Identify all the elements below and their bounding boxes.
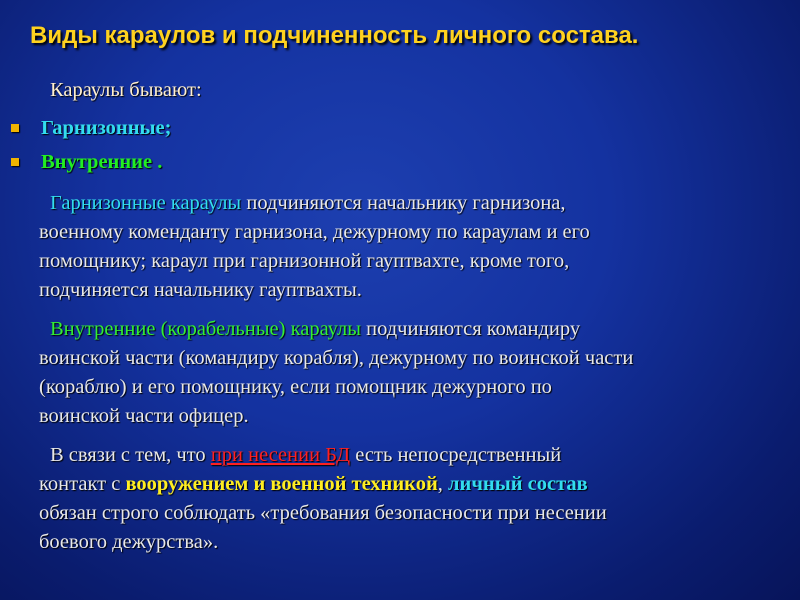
square-bullet-icon [11, 124, 19, 132]
paragraph-line: военному коменданту гарнизона, дежурному по караулам и его [39, 221, 590, 243]
slide-content [10, 76, 790, 557]
paragraph-line: воинской части офицер. [39, 405, 249, 427]
slide-title: Виды караулов и подчиненность личного состава. [30, 22, 639, 49]
bullet-item [10, 111, 790, 145]
term-personnel: личный состав [448, 473, 588, 495]
paragraph-line [39, 470, 790, 499]
term-combat-duty: при несении БД [210, 444, 351, 466]
bullet-text-garrison: Гарнизонные; [41, 116, 172, 139]
bullet-text-internal: Внутренние . [41, 150, 163, 173]
paragraph-line [39, 441, 790, 470]
paragraph-garrison [10, 189, 790, 305]
text-span: В связи с тем, что [50, 444, 211, 466]
term-weapons-equipment: вооружением и военной техникой [125, 473, 438, 495]
paragraph-line: (кораблю) и его помощнику, если помощник дежурного по [39, 376, 552, 398]
term-garrison-guards: Гарнизонные караулы [50, 192, 242, 214]
intro-heading: Караулы бывают: [50, 79, 202, 101]
paragraph-line: воинской части (командиру корабля), дежурному по воинской части [39, 347, 634, 369]
paragraph-line: подчиняется начальнику гауптвахты. [39, 279, 362, 301]
square-bullet-icon [11, 158, 19, 166]
paragraph-line [39, 189, 790, 218]
text-span: контакт с [39, 473, 126, 495]
text-span: подчиняются командиру [360, 318, 581, 340]
paragraph-line: обязан строго соблюдать «требования безопасности при несении [39, 502, 607, 524]
text-span: подчиняются начальнику гарнизона, [241, 192, 566, 214]
text-span: , [437, 473, 449, 495]
bullet-item [10, 145, 790, 179]
term-internal-guards: Внутренние (корабельные) караулы [50, 318, 361, 340]
paragraph-line [39, 315, 790, 344]
paragraph-line: помощнику; караул при гарнизонной гауптвахте, кроме того, [39, 250, 570, 272]
paragraph-duty [10, 441, 790, 557]
text-span: есть непосредственный [350, 444, 562, 466]
paragraph-line: боевого дежурства». [39, 531, 219, 553]
paragraph-internal [10, 315, 790, 431]
